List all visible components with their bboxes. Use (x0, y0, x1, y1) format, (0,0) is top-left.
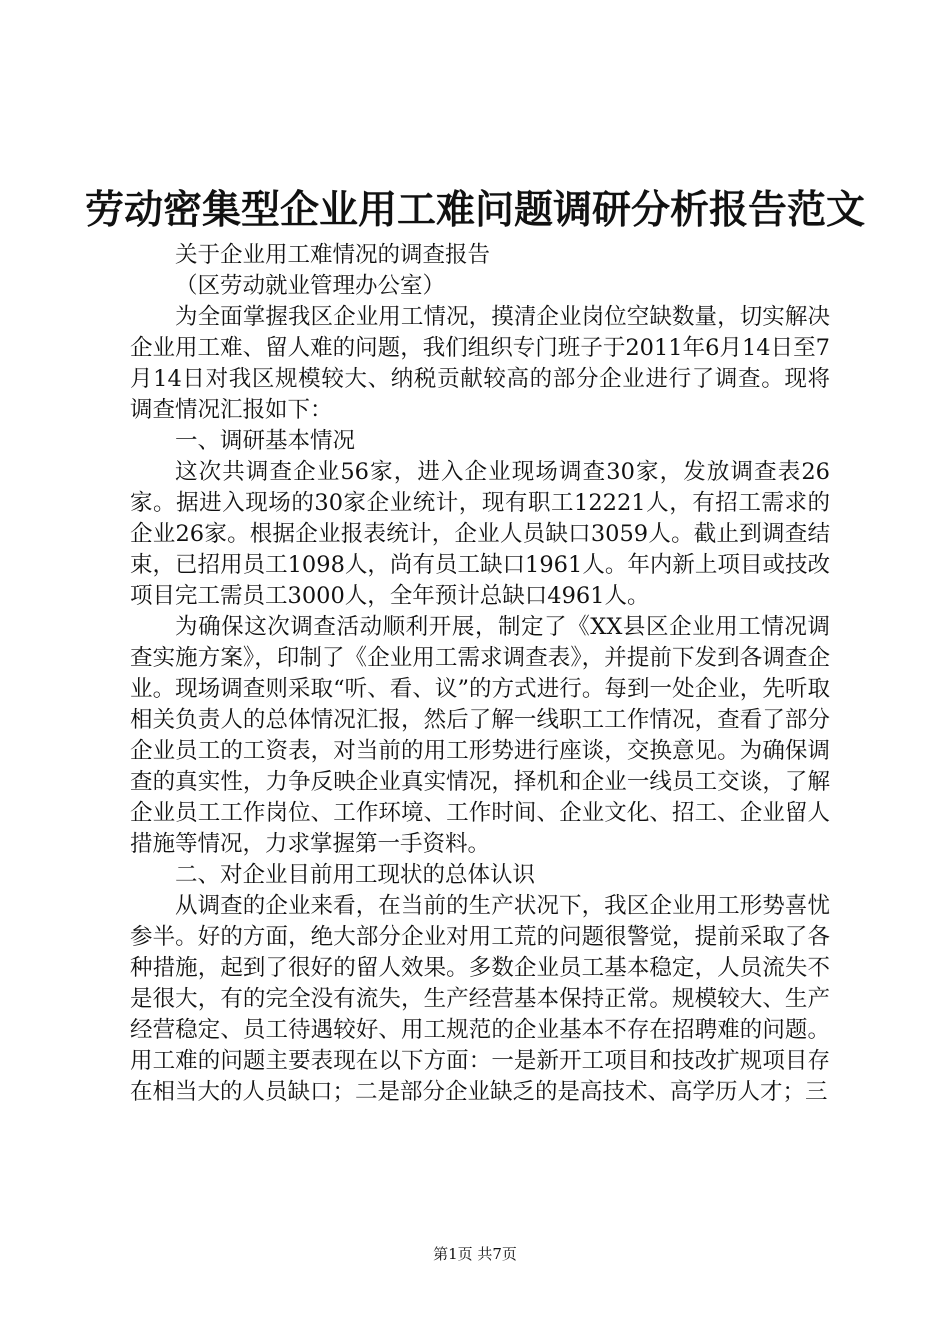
document-body (130, 240, 830, 1108)
report-author: （区劳动就业管理办公室） (175, 273, 446, 299)
survey-method-paragraph: 为确保这次调查活动顺利开展，制定了《XX县区企业用工情况调查实施方案》，印制了《企业用工需求调查表》，并提前下发到各调查企业。现场调查则采取“听、看、议”的方式进行。每到一处企业，先听取相关负责人的总体情况汇报，然后了解一线职工工作情况，查看了部分企业员工的工资表，对当前的用工形势进行座谈，交换意见。为确保调查的真实性，力争反映企业真实情况，择机和企业一线员工交谈，了解企业员工工作岗位、工作环境、工作时间、企业文化、招工、企业留人措施等情况，力求掌握第一手资料。 (130, 614, 830, 857)
survey-stats-paragraph: 这次共调查企业56家，进入企业现场调查30家，发放调查表26家。据进入现场的30家企业统计，现有职工12221人，有招工需求的企业26家。根据企业报表统计，企业人员缺口3059人。截止到调查结束，已招用员工1098人，尚有员工缺口1961人。年内新上项目或技改项目完工需员工3000人，全年预计总缺口4961人。 (130, 459, 830, 609)
page-footer: 第1页 共7页 (433, 1245, 517, 1263)
document-title: 劳动密集型企业用工难问题调研分析报告范文 (84, 187, 865, 233)
section-heading-1: 一、调研基本情况 (175, 428, 356, 454)
report-heading: 关于企业用工难情况的调查报告 (175, 242, 491, 268)
current-status-paragraph: 从调查的企业来看，在当前的生产状况下，我区企业用工形势喜忧参半。好的方面，绝大部分企业对用工荒的问题很警觉，提前采取了各种措施，起到了很好的留人效果。多数企业员工基本稳定，人员流失不是很大，有的完全没有流失，生产经营基本保持正常。规模较大、生产经营稳定、员工待遇较好、用工规范的企业基本不存在招聘难的问题。用工难的问题主要表现在以下方面：一是新开工项目和技改扩规项目存在相当大的人员缺口；二是部分企业缺乏的是高技术、高学历人才；三 (130, 893, 830, 1105)
section-heading-2: 二、对企业目前用工现状的总体认识 (175, 862, 536, 888)
intro-paragraph: 为全面掌握我区企业用工情况，摸清企业岗位空缺数量，切实解决企业用工难、留人难的问题，我们组织专门班子于2011年6月14日至7月14日对我区规模较大、纳税贡献较高的部分企业进行了调查。现将调查情况汇报如下： (130, 304, 830, 423)
